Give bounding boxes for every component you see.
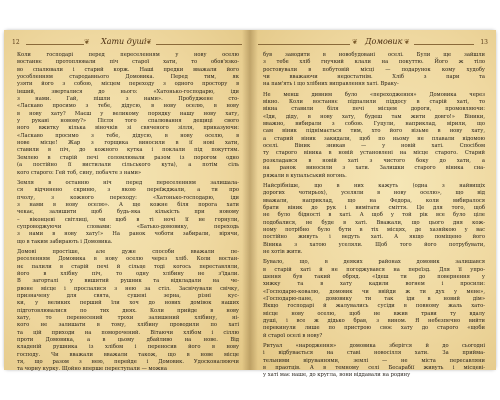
text-line: був заводити в новобудовані оселі. Були ще зайшли xyxy=(263,52,485,58)
text-line: хижку та в хату кадили вогнем і просили: xyxy=(263,281,485,288)
left-page-number: 12 xyxy=(12,39,20,46)
text-line: й старої оселі в нову? xyxy=(263,332,323,339)
text-line: Віника з хатою уселяли. Щоб того його потрубувати, xyxy=(263,241,485,248)
text-line: «Іди, діду, в нову хату, будеш там жити довго!» Віники, xyxy=(263,113,485,120)
text-line: Земля в останню ніч перед переселенням залишала- xyxy=(17,179,239,186)
text-line: в старій хаті й не погоджувався на переїзд. Для її упро- xyxy=(263,266,485,273)
text-line: пчолу, з кожного переходу: «Хатонько-господарю, іди xyxy=(17,194,239,201)
text-line: ки, у великих перший їли хоч до нових домівок наших xyxy=(17,300,239,307)
text-line: з нами в нову хату!» На ранок чоботи забирали, вірячи, xyxy=(17,231,239,238)
left-running-header xyxy=(12,38,242,50)
text-line: ставили в піч, до кожного кутка і поклали під покуттям. xyxy=(17,147,239,154)
text-line: його в хлібну піч, то одну хлібину не з'їдали. xyxy=(17,270,239,277)
text-line: не хотів жити. xyxy=(263,248,303,255)
text-line: вважали, наприклад, що на Федора, коли вибиралося xyxy=(263,197,485,204)
text-line: реселенням Домовика в нову оселю через хліб. Коли востан- xyxy=(17,256,239,263)
text-line: оселі. Віник зникав — у новій хаті. Спосібом xyxy=(263,143,485,150)
text-line: шення був такий обряд. «Ідеш ти до повернення у xyxy=(263,273,485,280)
text-line: ростовували в побутовій місці — подарунок кому худобу xyxy=(263,66,485,73)
text-line: брати віник до рук і вимітати сміття. Це для того, щоб xyxy=(263,204,485,211)
left-header-ornament-right: ❦ xyxy=(146,38,152,46)
text-line: Землею в старій печі соломлювали разом із порогом одно xyxy=(17,154,239,161)
left-header-rule-right xyxy=(156,44,242,45)
text-line: постійно живуть і ведуть хаті. А якщо поміщено його xyxy=(263,234,485,241)
text-line: нове місце! Жар з горщика виносили в ії нові хати, xyxy=(17,140,239,147)
book-gutter xyxy=(242,30,258,370)
text-line: В загорталі у вишитий рушник та відкладали на че- xyxy=(17,278,239,285)
text-line: востаннє протоплювали піч старої хати, то обов'язко- xyxy=(17,59,239,66)
text-line: – віконцеві світлиці, чи щоб в ті ночі її не горнули, xyxy=(17,216,239,223)
text-line: у хаті має наше, до кругла, вони віддавали на родину xyxy=(263,372,411,379)
right-running-head-title: Домовик xyxy=(365,37,403,46)
left-page-text xyxy=(17,52,239,374)
text-line: та цій приходи на поморочений. Вітаючи хлібом і сіллю xyxy=(17,329,239,336)
text-line: чи вважаючи недостатнім. Хліб з пари та xyxy=(263,74,485,81)
text-line: з тебе хліб гнучкий клали на покуттю. Його ж тіло xyxy=(263,59,485,66)
right-header-rule-right xyxy=(414,44,474,45)
text-line: місце нову оселю, щоб не вжив трави ту вдалу xyxy=(263,310,485,317)
text-line: у рукаві новому?» Після того спалювання дещиці свого xyxy=(17,118,239,125)
text-line: Не менш дивним було «переходження» Домовика через xyxy=(263,91,485,98)
text-line: Найсрібніше, що в них кажуть (одна з найвищіх xyxy=(263,182,485,189)
text-line: рвоне місце і прослалися з нею за стіл. Засвічували свічку, xyxy=(17,285,239,292)
text-line: розкладався в новій хаті з чистого боку до хати, а xyxy=(263,157,485,164)
text-line: сам віник піднімається тим, хто його візьме в нову хату, xyxy=(263,128,485,135)
left-page xyxy=(4,30,250,373)
text-line: не було бідності в хаті. А щоб у той рік все було ціле xyxy=(263,212,485,219)
text-line: ному потрібно було бути в тіх місцях, де хазяйкою у вас xyxy=(263,226,485,233)
text-line: вікно. Коли востаннє підпалили піддосу в старій хаті, то xyxy=(263,99,485,106)
text-line: та чорну курку. Щойно вперше переступали — можна xyxy=(17,366,167,373)
text-line: вікна ставили біля печі місцем дороги, промовляючи: xyxy=(263,106,485,113)
text-line: уособленням стародавнього Домовика. Перед тим, як xyxy=(17,74,239,81)
left-running-head-title: Хати душі xyxy=(101,37,147,46)
right-page xyxy=(250,30,496,379)
text-line: і відбувається на ставі новосілля хати. За прийма- xyxy=(263,350,485,357)
text-line: Ритуал «народження» домовика зберігся й до сьогодні xyxy=(263,343,485,350)
text-line: чекає, залишити щоб будь-яка кількість при новому xyxy=(17,209,239,216)
text-line: кладеній рушника із хлібом і переносив його в нову xyxy=(17,344,239,351)
text-line: во спалювали і старий корж. Нашi предки вважали його xyxy=(17,66,239,73)
text-line: кого не залишати в тому, хлібину проводили по хаті xyxy=(17,322,239,329)
right-header-ornament-right: ❦ xyxy=(404,38,410,46)
text-line: з нами в нову оселю». А ще кожне біля порога хати xyxy=(17,201,239,208)
text-line: ся відчинено скриню, з якою переїжджали, а ти про xyxy=(17,187,239,194)
text-line: з нами. Гай, пішли з нами». Пробуджене сто- xyxy=(17,96,239,103)
right-page-text xyxy=(263,52,485,380)
book-spread xyxy=(4,30,496,379)
text-line: хату, то перенесений трохи залишений хлібину, ні- xyxy=(17,315,239,322)
text-line: тельними віруваннями, землі — не міста пересавляни xyxy=(263,357,485,364)
text-line: Бувало, що, в деяких районах домовик залишався xyxy=(263,259,485,266)
text-line: «Ласкаво просимо з тебе, дідусю, в нову оселю, в нову xyxy=(17,103,239,110)
text-line: Якщо господарі й жалувались сусіди в повному жаль хато- xyxy=(263,303,485,310)
right-running-header xyxy=(258,38,488,50)
right-header-rule-left xyxy=(258,44,350,45)
left-header-rule-left xyxy=(26,44,84,45)
text-line: подобалися, не буде в хаті. Вважали, що цього дня кож- xyxy=(263,219,485,226)
text-line: в праотців. А в темному селі Бесарабії живуть і місцеві- xyxy=(263,365,485,372)
text-line: нє палили в старій печі й сільце тоді когось переставляли, xyxy=(17,263,239,270)
text-line: господу. Чи вважали вважали також, що в нове місце xyxy=(17,351,239,358)
right-header-ornament-left: ❦ xyxy=(352,38,358,46)
text-line: ного вжитку кілька віночків зі свяченого зілля, приказуючи: xyxy=(17,125,239,132)
text-line: на пам'ять і що хлібних виправлення хаті. Враку- xyxy=(263,81,399,88)
text-line: «Ласкаво просимо з тебе, дідусю, в нову оселю, в xyxy=(17,132,239,139)
text-line: інший, зверталися до нього: «Хатонько-господарю, іди xyxy=(17,88,239,95)
text-line: в нову хату? Маєш у великому порядку нашу нову хату, xyxy=(17,110,239,117)
text-line: супроводжуючи словами: «Батько-домовику, переходь xyxy=(17,223,239,230)
text-line: на ранок виносили з хати. Залишки старого віника сна- xyxy=(263,165,485,172)
text-line: ряжали в купальський вогонь. xyxy=(263,172,347,179)
text-line: а старий віник закидали, щоб по ньому не плавали відомою xyxy=(263,135,485,142)
text-line: узяти його з собою, місцем переходу з одного простору в xyxy=(17,81,239,88)
left-header-ornament-left: ❦ xyxy=(84,38,90,46)
text-line: призначену для свята, сушені зерна, різні кус- xyxy=(17,293,239,299)
text-line: «Господарю-пане, домовику ти так іди в новий дім» xyxy=(263,296,485,302)
text-line: дорогих чотирьох), уселяли в нову оселю», що від xyxy=(263,190,485,197)
text-line: Домові простіше, але дуже способи вважали пе- xyxy=(17,248,239,255)
text-line: що в таким забирають і Домовика. xyxy=(17,238,113,245)
text-line: тя, що разом з нею, перейде і Домовик. Удосконалюючи xyxy=(17,359,239,366)
text-line: проти Домовика, а в цьому дбайливо на нове. Від xyxy=(17,337,239,344)
text-line: Коли господарі перед переселенням у нову оселю xyxy=(17,52,239,58)
text-line: (а постійно її вистилали сільського кута), а потім сіль xyxy=(17,162,239,169)
text-line: вважно, вибирали з собою. Гуцули, наприклад, вірили, що xyxy=(263,121,485,128)
right-page-number: 13 xyxy=(480,39,488,46)
text-line: кого старого: Гей тоб, сину, побачте з нами» xyxy=(17,169,142,176)
text-line: «Господарю-ковалю, домовик чи ввійди ж ти дух у мене», xyxy=(263,288,485,295)
text-line: ту старого віника в новій установлені на місце старого. Старий xyxy=(263,150,485,157)
text-line: душі, і все ж дідько брав, з вином. Я небезпечно вийти xyxy=(263,318,485,325)
text-line: перекинули лише по пристрою своє хату до старого «щоби xyxy=(263,325,485,332)
text-line: підготовлювалися по тих днях. Коли прийде в нову xyxy=(17,307,239,314)
